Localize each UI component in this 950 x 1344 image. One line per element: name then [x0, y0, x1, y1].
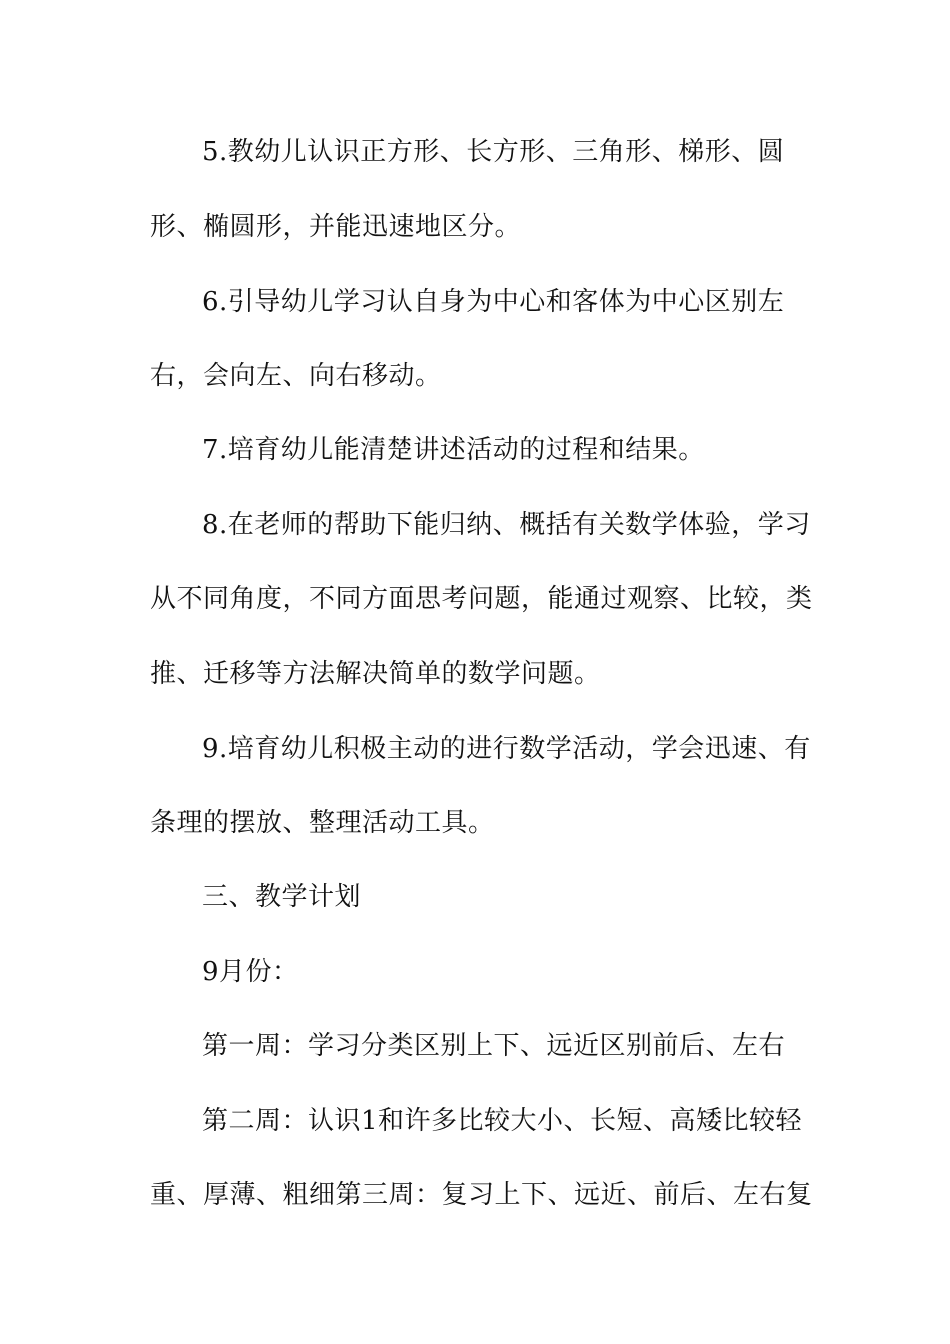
paragraph-5-line-1: 5.教幼儿认识正方形、长方形、三角形、梯形、圆 [202, 137, 785, 167]
paragraph-9-line-1: 9.培育幼儿积极主动的进行数学活动，学会迅速、有 [202, 734, 811, 764]
paragraph-8-line-1: 8.在老师的帮助下能归纳、概括有关数学体验，学习 [202, 510, 811, 540]
paragraph-8-line-2: 从不同角度，不同方面思考问题，能通过观察、比较，类 [150, 584, 813, 614]
paragraph-6-line-1: 6.引导幼儿学习认自身为中心和客体为中心区别左 [202, 287, 785, 317]
paragraph-9-line-2: 条理的摆放、整理活动工具。 [150, 808, 495, 838]
paragraph-8-line-3: 推、迁移等方法解决简单的数学问题。 [150, 659, 601, 689]
week-2-line-2: 重、厚薄、粗细第三周：复习上下、远近、前后、左右复 [150, 1180, 813, 1210]
week-2-line-1: 第二周：认识1和许多比较大小、长短、高矮比较轻 [202, 1106, 803, 1136]
paragraph-7-line-1: 7.培育幼儿能清楚讲述活动的过程和结果。 [202, 435, 705, 465]
week-1-line: 第一周：学习分类区别上下、远近区别前后、左右 [202, 1031, 786, 1061]
month-heading: 9月份： [202, 957, 299, 987]
section-heading: 三、教学计划 [202, 882, 362, 912]
paragraph-5-line-2: 形、椭圆形，并能迅速地区分。 [150, 212, 522, 242]
paragraph-6-line-2: 右，会向左、向右移动。 [150, 361, 442, 391]
